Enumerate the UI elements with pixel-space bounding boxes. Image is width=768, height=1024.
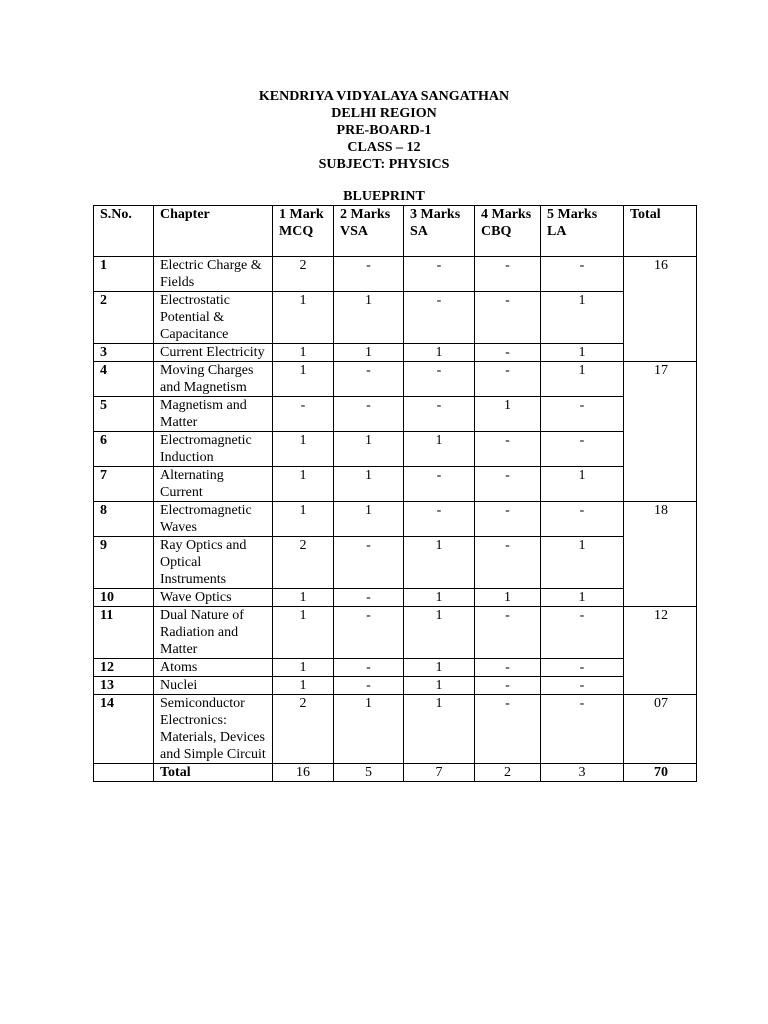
row-chapter: Ray Optics and Optical Instruments bbox=[154, 537, 273, 589]
row-sa: 1 bbox=[404, 695, 475, 764]
header-exam: PRE-BOARD-1 bbox=[336, 123, 432, 138]
row-la: 1 bbox=[541, 292, 624, 344]
row-cbq: - bbox=[475, 607, 541, 659]
row-cbq: - bbox=[475, 467, 541, 502]
row-sno: 1 bbox=[94, 257, 154, 292]
header-la: 5 Marks LA bbox=[541, 206, 624, 257]
group-total: 12 bbox=[624, 607, 697, 695]
grand-total: 70 bbox=[624, 764, 697, 782]
row-sa: - bbox=[404, 257, 475, 292]
row-sno: 11 bbox=[94, 607, 154, 659]
row-cbq: - bbox=[475, 292, 541, 344]
total-label: Total bbox=[154, 764, 273, 782]
row-sa: 1 bbox=[404, 607, 475, 659]
row-vsa: 1 bbox=[334, 502, 404, 537]
table-row bbox=[94, 589, 697, 607]
row-vsa: - bbox=[334, 537, 404, 589]
row-mcq: 1 bbox=[273, 677, 334, 695]
row-vsa: 1 bbox=[334, 344, 404, 362]
header-chapter: Chapter bbox=[154, 206, 273, 257]
row-sno: 5 bbox=[94, 397, 154, 432]
group-total: 07 bbox=[624, 695, 697, 764]
row-sno: 13 bbox=[94, 677, 154, 695]
row-cbq: - bbox=[475, 432, 541, 467]
table-row bbox=[94, 432, 697, 467]
header-cbq: 4 Marks CBQ bbox=[475, 206, 541, 257]
row-la: - bbox=[541, 695, 624, 764]
row-mcq: 1 bbox=[273, 589, 334, 607]
table-row bbox=[94, 467, 697, 502]
row-mcq: 1 bbox=[273, 659, 334, 677]
row-vsa: 1 bbox=[334, 432, 404, 467]
row-cbq: - bbox=[475, 502, 541, 537]
row-vsa: 1 bbox=[334, 695, 404, 764]
document-header bbox=[0, 88, 768, 173]
table-row bbox=[94, 397, 697, 432]
group-total: 18 bbox=[624, 502, 697, 607]
row-chapter: Moving Charges and Magnetism bbox=[154, 362, 273, 397]
row-chapter: Atoms bbox=[154, 659, 273, 677]
row-la: - bbox=[541, 502, 624, 537]
row-sa: 1 bbox=[404, 589, 475, 607]
row-mcq: 2 bbox=[273, 257, 334, 292]
row-chapter: Electrostatic Potential & Capacitance bbox=[154, 292, 273, 344]
header-subject: SUBJECT: PHYSICS bbox=[318, 157, 450, 172]
row-chapter: Magnetism and Matter bbox=[154, 397, 273, 432]
row-vsa: - bbox=[334, 677, 404, 695]
row-cbq: - bbox=[475, 257, 541, 292]
row-cbq: - bbox=[475, 659, 541, 677]
table-row bbox=[94, 502, 697, 537]
row-chapter: Electric Charge & Fields bbox=[154, 257, 273, 292]
header-sa: 3 Marks SA bbox=[404, 206, 475, 257]
total-mcq: 16 bbox=[273, 764, 334, 782]
row-chapter: Wave Optics bbox=[154, 589, 273, 607]
row-mcq: - bbox=[273, 397, 334, 432]
row-sa: - bbox=[404, 292, 475, 344]
row-sno: 4 bbox=[94, 362, 154, 397]
row-cbq: 1 bbox=[475, 589, 541, 607]
row-la: 1 bbox=[541, 589, 624, 607]
row-sno: 14 bbox=[94, 695, 154, 764]
row-sno: 3 bbox=[94, 344, 154, 362]
row-cbq: - bbox=[475, 695, 541, 764]
row-sa: 1 bbox=[404, 344, 475, 362]
row-mcq: 1 bbox=[273, 432, 334, 467]
row-chapter: Nuclei bbox=[154, 677, 273, 695]
header-mcq: 1 Mark MCQ bbox=[273, 206, 334, 257]
header-vsa: 2 Marks VSA bbox=[334, 206, 404, 257]
row-chapter: Current Electricity bbox=[154, 344, 273, 362]
row-vsa: - bbox=[334, 607, 404, 659]
header-total: Total bbox=[624, 206, 697, 257]
row-sa: 1 bbox=[404, 432, 475, 467]
header-organization: KENDRIYA VIDYALAYA SANGATHAN bbox=[258, 89, 510, 104]
total-cbq: 2 bbox=[475, 764, 541, 782]
row-mcq: 2 bbox=[273, 695, 334, 764]
row-mcq: 1 bbox=[273, 344, 334, 362]
header-sno: S.No. bbox=[94, 206, 154, 257]
total-row bbox=[94, 764, 697, 782]
group-total: 17 bbox=[624, 362, 697, 502]
table-header-row bbox=[94, 206, 697, 257]
row-sno: 9 bbox=[94, 537, 154, 589]
row-la: - bbox=[541, 432, 624, 467]
row-sa: 1 bbox=[404, 537, 475, 589]
row-cbq: - bbox=[475, 677, 541, 695]
total-vsa: 5 bbox=[334, 764, 404, 782]
row-la: 1 bbox=[541, 537, 624, 589]
row-mcq: 2 bbox=[273, 537, 334, 589]
row-cbq: - bbox=[475, 537, 541, 589]
row-vsa: - bbox=[334, 659, 404, 677]
row-sno: 2 bbox=[94, 292, 154, 344]
row-cbq: - bbox=[475, 344, 541, 362]
table-row bbox=[94, 537, 697, 589]
row-vsa: - bbox=[334, 257, 404, 292]
header-class: CLASS – 12 bbox=[347, 140, 421, 155]
row-la: - bbox=[541, 659, 624, 677]
row-la: 1 bbox=[541, 362, 624, 397]
table-row bbox=[94, 344, 697, 362]
header-region: DELHI REGION bbox=[331, 106, 437, 121]
row-vsa: 1 bbox=[334, 292, 404, 344]
row-la: 1 bbox=[541, 467, 624, 502]
row-cbq: 1 bbox=[475, 397, 541, 432]
blueprint-table bbox=[93, 205, 697, 782]
row-chapter: Electromagnetic Induction bbox=[154, 432, 273, 467]
group-total: 16 bbox=[624, 257, 697, 362]
row-mcq: 1 bbox=[273, 362, 334, 397]
row-cbq: - bbox=[475, 362, 541, 397]
row-vsa: - bbox=[334, 362, 404, 397]
row-sa: 1 bbox=[404, 659, 475, 677]
row-sno: 12 bbox=[94, 659, 154, 677]
row-chapter: Electromagnetic Waves bbox=[154, 502, 273, 537]
table-row bbox=[94, 677, 697, 695]
row-sa: - bbox=[404, 362, 475, 397]
table-row bbox=[94, 607, 697, 659]
row-la: 1 bbox=[541, 344, 624, 362]
row-la: - bbox=[541, 607, 624, 659]
total-row-sno bbox=[94, 764, 154, 782]
table-row bbox=[94, 659, 697, 677]
row-mcq: 1 bbox=[273, 292, 334, 344]
row-la: - bbox=[541, 397, 624, 432]
row-vsa: - bbox=[334, 589, 404, 607]
table-row bbox=[94, 695, 697, 764]
row-sa: - bbox=[404, 502, 475, 537]
row-mcq: 1 bbox=[273, 467, 334, 502]
row-chapter: Semiconductor Electronics: Materials, Devices and Simple Circuit bbox=[154, 695, 273, 764]
blueprint-title: BLUEPRINT bbox=[343, 189, 425, 204]
row-vsa: 1 bbox=[334, 467, 404, 502]
row-sno: 8 bbox=[94, 502, 154, 537]
row-sno: 7 bbox=[94, 467, 154, 502]
row-sa: - bbox=[404, 397, 475, 432]
row-chapter: Alternating Current bbox=[154, 467, 273, 502]
table-row bbox=[94, 257, 697, 292]
row-vsa: - bbox=[334, 397, 404, 432]
table-row bbox=[94, 292, 697, 344]
row-la: - bbox=[541, 677, 624, 695]
table-row bbox=[94, 362, 697, 397]
row-sa: 1 bbox=[404, 677, 475, 695]
row-sno: 10 bbox=[94, 589, 154, 607]
row-la: - bbox=[541, 257, 624, 292]
row-chapter: Dual Nature of Radiation and Matter bbox=[154, 607, 273, 659]
total-la: 3 bbox=[541, 764, 624, 782]
total-sa: 7 bbox=[404, 764, 475, 782]
row-mcq: 1 bbox=[273, 607, 334, 659]
row-sa: - bbox=[404, 467, 475, 502]
row-sno: 6 bbox=[94, 432, 154, 467]
row-mcq: 1 bbox=[273, 502, 334, 537]
